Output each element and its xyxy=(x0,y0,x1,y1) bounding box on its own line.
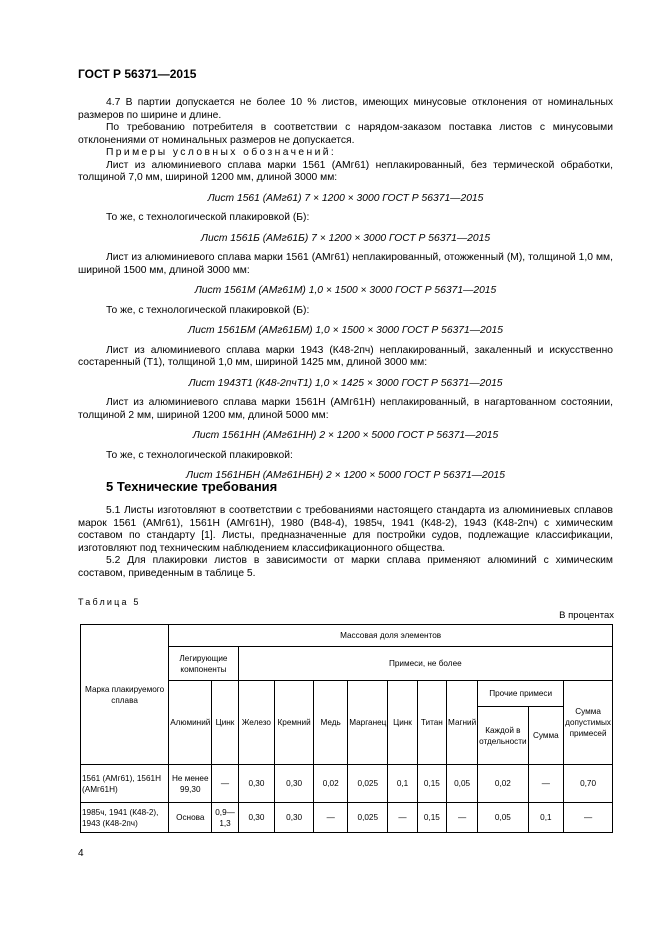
cell: — xyxy=(212,765,238,803)
cell: 0,02 xyxy=(478,765,528,803)
cell: 0,30 xyxy=(238,765,274,803)
col-silicon: Кремний xyxy=(275,681,314,765)
cell: — xyxy=(314,803,348,833)
example-code: Лист 1561Б (АМг61Б) 7 × 1200 × 3000 ГОСТ Р 56371—2015 xyxy=(200,232,491,244)
col-aluminium: Алюминий xyxy=(169,681,212,765)
example-code: Лист 1561М (АМг61М) 1,0 × 1500 × 3000 ГОСТ Р 56371—2015 xyxy=(194,285,497,296)
cell: 0,025 xyxy=(348,765,388,803)
example-desc: Лист из алюминиевого сплава марки 1943 (К48-2пч) неплакированный, закаленный и искусственно состаренный (Т1), толщиной 1,0 мм, шириной 1425 мм, длиной 3000 мм: xyxy=(78,344,613,368)
cell: — xyxy=(388,803,417,833)
cell: — xyxy=(528,765,564,803)
cell: 0,70 xyxy=(564,765,613,803)
example-desc: Лист из алюминиевого сплава марки 1561 (АМг61) неплакированный, без термической обработки, толщиной 7,0 мм, шириной 1200 мм, длиной 3000 мм: xyxy=(78,159,613,183)
col-manganese: Марганец xyxy=(348,681,388,765)
examples-heading: Примеры условных обозначений: xyxy=(106,147,337,158)
col-copper: Медь xyxy=(314,681,348,765)
example-code: Лист 1943Т1 (К48-2пчТ1) 1,0 × 1425 × 3000 ГОСТ Р 56371—2015 xyxy=(188,377,503,389)
header-mass-fraction: Массовая доля элементов xyxy=(169,625,613,647)
row-grade: 1561 (АМг61), 1561Н (АМг61Н) xyxy=(81,765,169,803)
paragraph-5-1: 5.1 Листы изготовляют в соответствии с требованиями настоящего стандарта из алюминиевых сплавов марок 1561 (АМг61), 1561Н (АМг61Н), 1980 (В48-4), 1985ч, 1941 (К48-2), 1943 (К48-2пч) с химическим составом по стандарту [1]. Листы, предназначенные для постройки судов, подлежащие классификации, изготовляют под техническим наблюдением классификационного общества. xyxy=(78,505,613,554)
table-caption: Таблица 5 xyxy=(78,597,141,607)
table-row xyxy=(81,803,613,833)
cell: 0,05 xyxy=(478,803,528,833)
cell: 0,05 xyxy=(447,765,478,803)
table-5 xyxy=(80,624,613,833)
cell: 0,15 xyxy=(417,803,446,833)
cell: 0,1 xyxy=(528,803,564,833)
cell: 0,025 xyxy=(348,803,388,833)
example-code: Лист 1561НН (АМг61НН) 2 × 1200 × 5000 ГОСТ Р 56371—2015 xyxy=(192,430,499,441)
paragraph-customer-request: По требованию потребителя в соответствии с нарядом-заказом поставка листов с минусовыми отклонениями от номинальных размеров не допускается. xyxy=(78,122,613,146)
cell: 0,30 xyxy=(275,765,314,803)
example-code: Лист 1561БМ (АМг61БМ) 1,0 × 1500 × 3000 ГОСТ Р 56371—2015 xyxy=(188,325,503,336)
cell: 0,1 xyxy=(388,765,417,803)
header-grade: Марка плакируемого сплава xyxy=(81,625,169,765)
row-grade: 1985ч, 1941 (К48-2), 1943 (К48-2пч) xyxy=(81,803,169,833)
example-desc: То же, с технологической плакировкой (Б): xyxy=(106,304,310,316)
col-each: Каждой в отдельности xyxy=(478,707,528,765)
col-total-impurities: Сумма допустимых примесей xyxy=(564,681,613,765)
cell: — xyxy=(564,803,613,833)
cell: Основа xyxy=(169,803,212,833)
cell: Не менее 99,30 xyxy=(169,765,212,803)
example-code: Лист 1561 (АМг61) 7 × 1200 × 3000 ГОСТ Р 56371—2015 xyxy=(207,192,484,204)
cell: 0,30 xyxy=(275,803,314,833)
header-other-impurities: Прочие примеси xyxy=(478,681,564,707)
table-row xyxy=(81,765,613,803)
section-4-7 xyxy=(78,97,613,490)
cell: 0,9—1,3 xyxy=(212,803,238,833)
col-magnesium: Магний xyxy=(447,681,478,765)
header-impurities: Примеси, не более xyxy=(238,647,612,681)
cell: 0,15 xyxy=(417,765,446,803)
col-iron: Железо xyxy=(238,681,274,765)
page-number: 4 xyxy=(78,848,84,859)
example-code: Лист 1561НБН (АМг61НБН) 2 × 1200 × 5000 ГОСТ Р 56371—2015 xyxy=(186,470,505,481)
example-desc: То же, с технологической плакировкой (Б): xyxy=(106,212,310,223)
section-5-heading: 5 Технические требования xyxy=(106,479,278,494)
cell: — xyxy=(447,803,478,833)
example-desc: Лист из алюминиевого сплава марки 1561 (АМг61) неплакированный, отожженный (М), толщиной 1,0 мм, шириной 1500 мм, длиной 3000 мм: xyxy=(78,252,613,276)
paragraph-4-7: 4.7 В партии допускается не более 10 % листов, имеющих минусовые отклонения от номинальных размеров по ширине и длине. xyxy=(78,97,613,121)
col-titanium: Титан xyxy=(417,681,446,765)
paragraph-5-2: 5.2 Для плакировки листов в зависимости от марки сплава применяют алюминий с химическим составом, приведенным в таблице 5. xyxy=(78,555,613,579)
table-unit: В процентах xyxy=(559,610,614,621)
cell: 0,02 xyxy=(314,765,348,803)
cell: 0,30 xyxy=(238,803,274,833)
col-zinc: Цинк xyxy=(212,681,238,765)
header-alloying: Легирующие компоненты xyxy=(169,647,239,681)
example-desc: То же, с технологической плакировкой: xyxy=(106,449,293,461)
doc-header: ГОСТ Р 56371—2015 xyxy=(78,67,197,81)
example-desc: Лист из алюминиевого сплава марки 1561Н (АМг61Н) неплакированный, в нагартованном состоянии, толщиной 2 мм, шириной 1200 мм, длиной 5000 мм: xyxy=(78,397,613,421)
col-sum: Сумма xyxy=(528,707,564,765)
col-zinc-impurity: Цинк xyxy=(388,681,417,765)
section-5-body xyxy=(78,505,613,580)
